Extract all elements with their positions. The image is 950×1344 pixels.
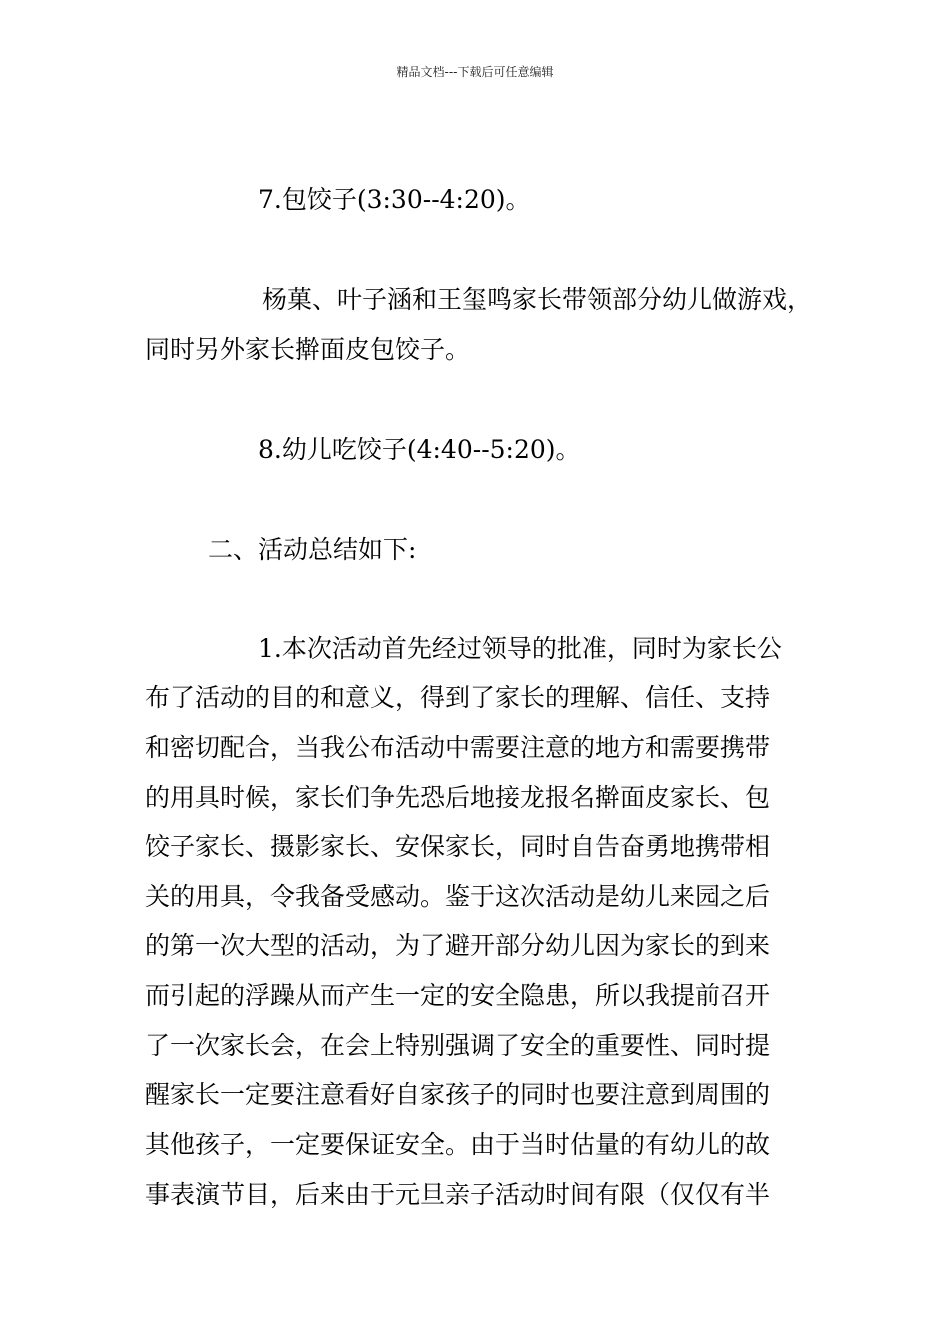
paragraph-line: 了一次家长会，在会上特别强调了安全的重要性、同时提	[145, 1031, 771, 1060]
page-header: 精品文档---下载后可任意编辑	[396, 65, 554, 79]
paragraph-line: 杨菓、叶子涵和王玺鸣家长带领部分幼儿做游戏，	[262, 285, 813, 314]
paragraph-line: 而引起的浮躁从而产生一定的安全隐患，所以我提前召开	[145, 981, 771, 1010]
paragraph-line: 饺子家长、摄影家长、安保家长，同时自告奋勇地携带相	[145, 832, 771, 861]
paragraph-line: 1.本次活动首先经过领导的批准，同时为家长公	[258, 634, 782, 663]
paragraph-line: 其他孩子，一定要保证安全。由于当时估量的有幼儿的故	[145, 1130, 771, 1159]
paragraph-line: 的第一次大型的活动，为了避开部分幼儿因为家长的到来	[145, 931, 771, 960]
section-heading: 二、活动总结如下:	[208, 535, 417, 564]
paragraph-line: 7.包饺子(3:30--4:20)。	[258, 185, 531, 214]
paragraph-line: 的用具时候，家长们争先恐后地接龙报名擀面皮家长、包	[145, 783, 771, 812]
paragraph-line: 事表演节目，后来由于元旦亲子活动时间有限（仅仅有半	[145, 1180, 771, 1209]
paragraph-line: 8.幼儿吃饺子(4:40--5:20)。	[258, 435, 581, 464]
paragraph-line: 同时另外家长擀面皮包饺子。	[145, 335, 471, 364]
paragraph-line: 和密切配合，当我公布活动中需要注意的地方和需要携带	[145, 733, 771, 762]
paragraph-line: 关的用具，令我备受感动。鉴于这次活动是幼儿来园之后	[145, 882, 771, 911]
paragraph-line: 布了活动的目的和意义，得到了家长的理解、信任、支持	[145, 683, 771, 712]
paragraph-line: 醒家长一定要注意看好自家孩子的同时也要注意到周围的	[145, 1080, 771, 1109]
